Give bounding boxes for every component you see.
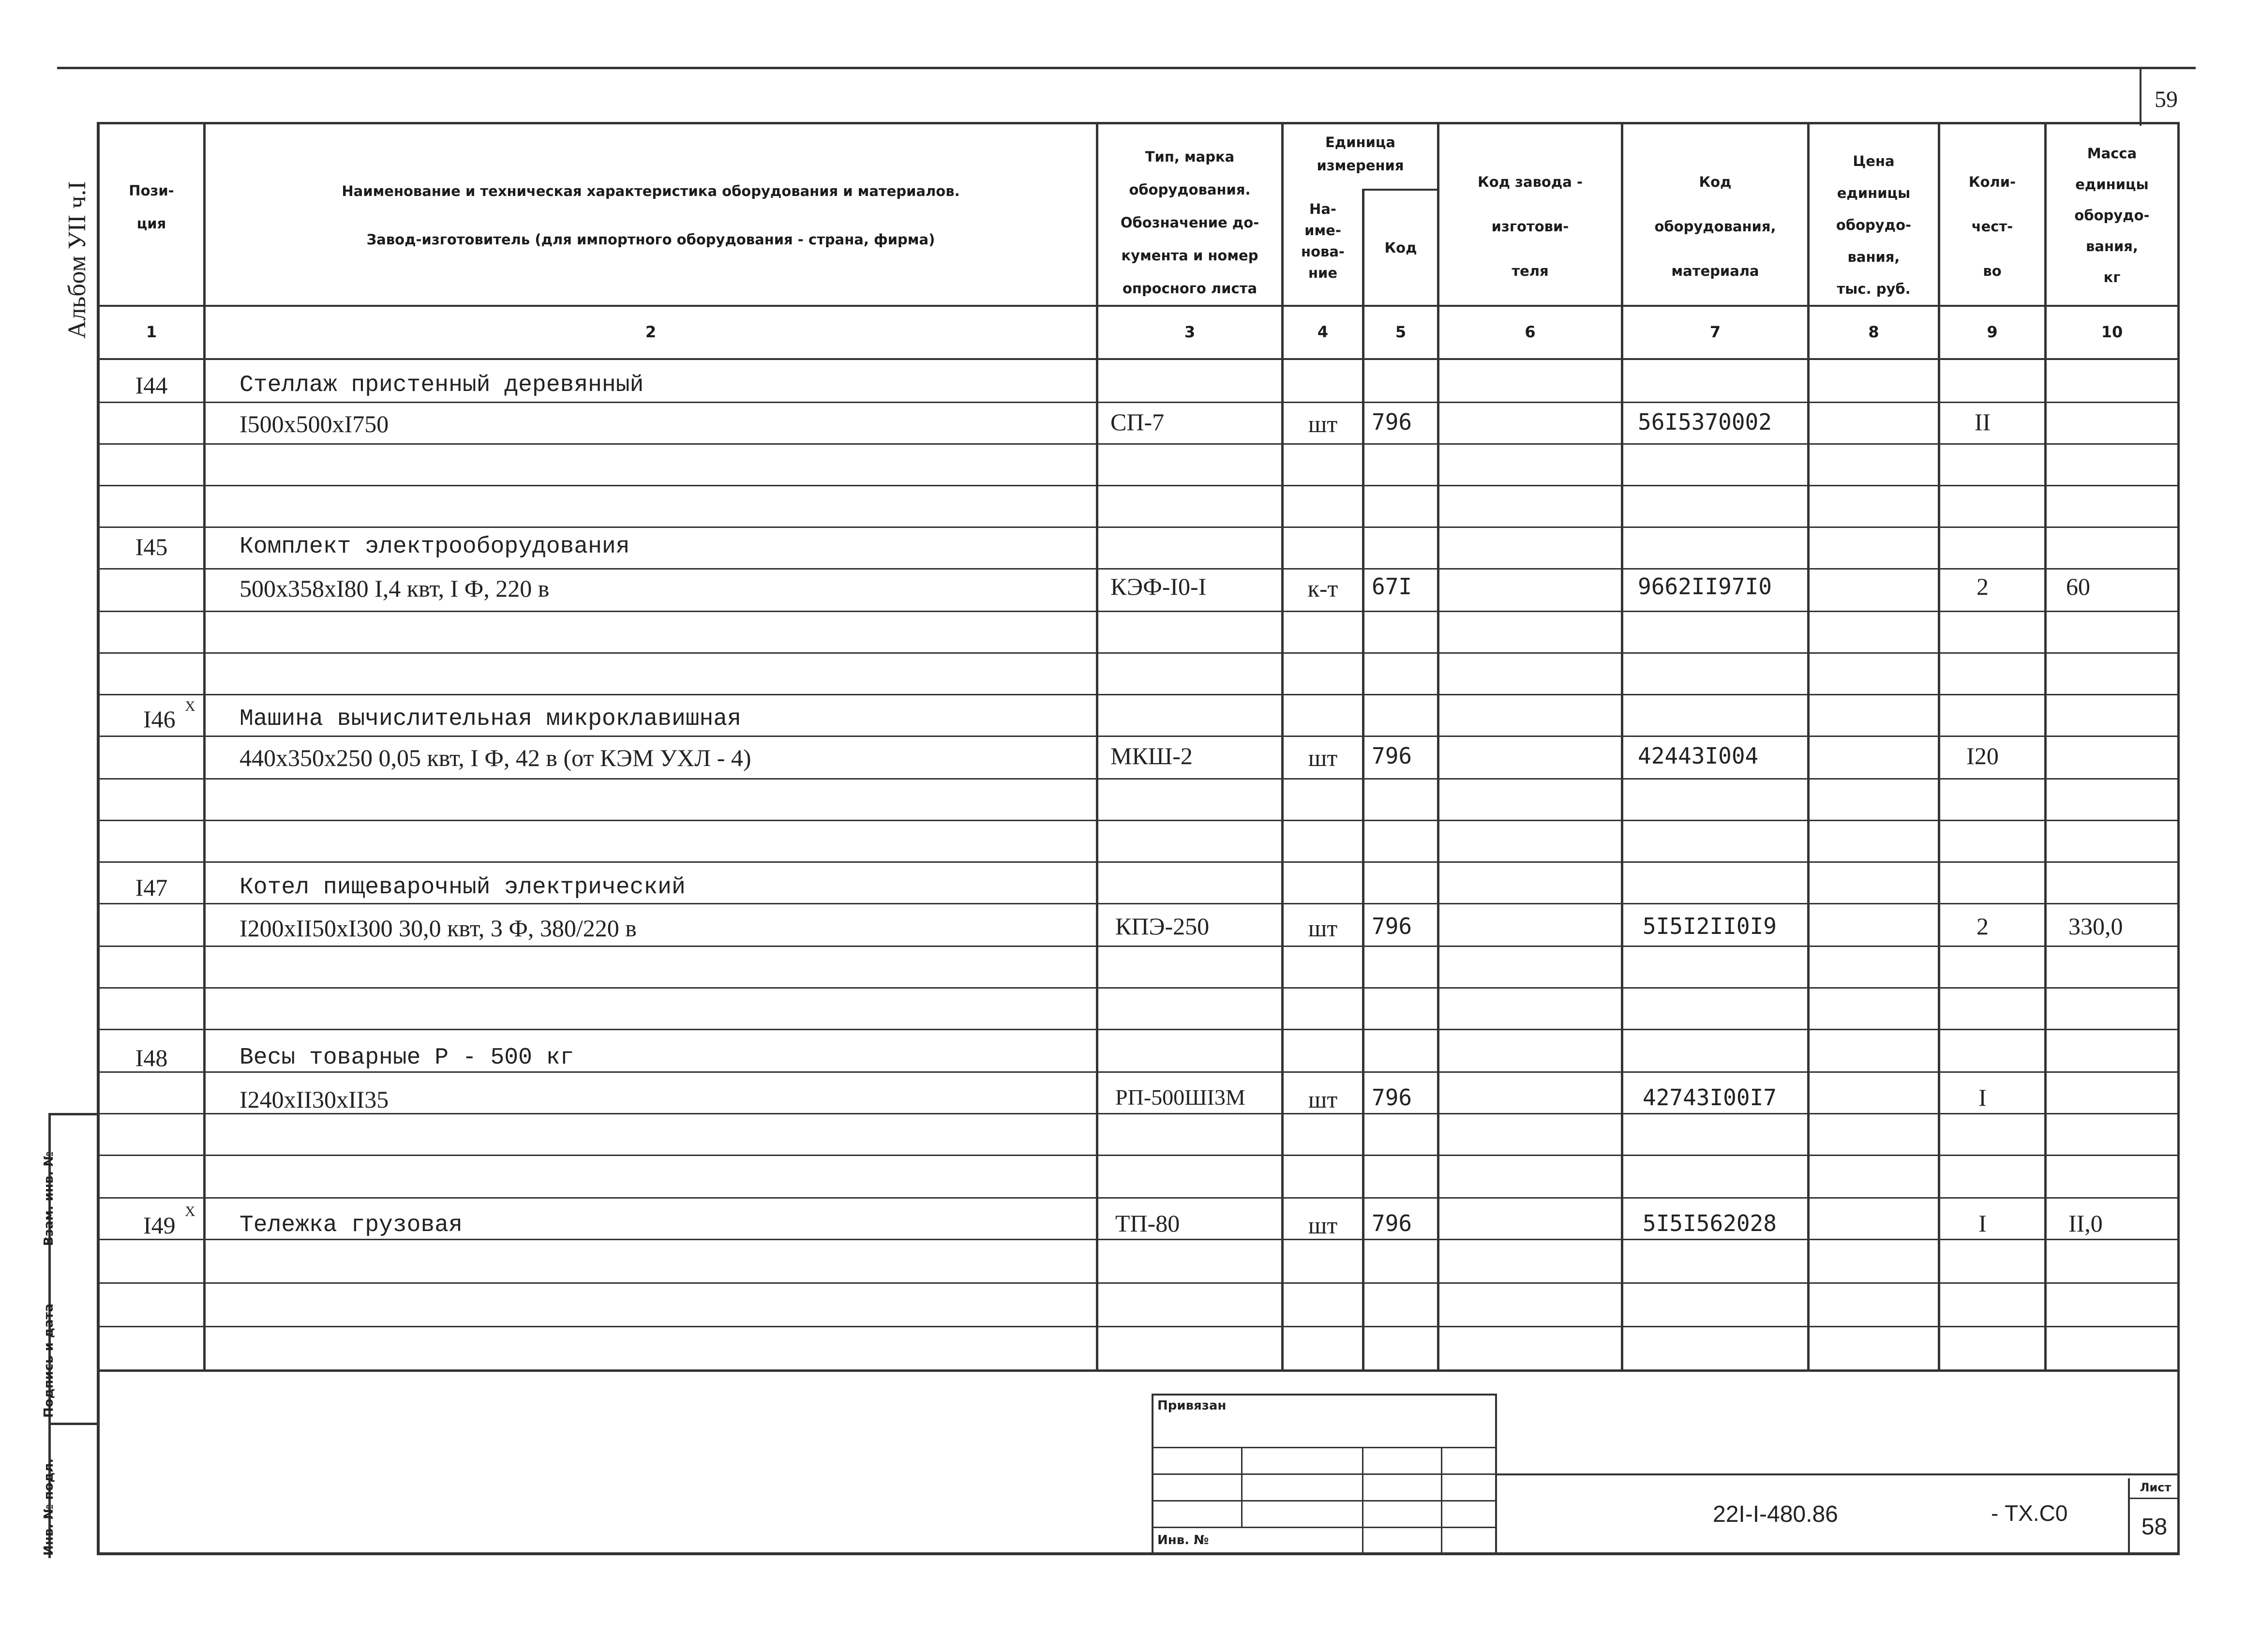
row-name: Тележка грузовая	[240, 1212, 463, 1238]
row-position: I44	[135, 372, 168, 399]
frame-right-line	[2177, 122, 2180, 1554]
column-number-5: 5	[1395, 323, 1407, 341]
sheet-box-divider	[2128, 1498, 2177, 1499]
row-mass: 330,0	[2068, 913, 2123, 940]
top-border-line	[57, 67, 2196, 69]
unit-group-divider	[1362, 189, 1437, 191]
column-number-4: 4	[1317, 323, 1329, 341]
row-equipment-code: 9662II97I0	[1638, 573, 1772, 600]
row-quantity: I	[1978, 1084, 1987, 1111]
row-type: КЭФ-I0-I	[1110, 573, 1207, 600]
row-line	[97, 736, 2177, 737]
row-name: Котел пищеварочный электрический	[240, 874, 686, 901]
row-unit: шт	[1308, 1086, 1338, 1113]
page-number-frame-left	[2140, 68, 2141, 126]
row-position: I47	[135, 874, 168, 901]
row-unit-code: 796	[1372, 743, 1412, 769]
row-line	[97, 1155, 2177, 1156]
column-number-line	[97, 358, 2177, 360]
stamp-inv-label: Инв. №	[1157, 1533, 1209, 1547]
row-line	[97, 526, 2177, 528]
row-line	[97, 402, 2177, 403]
row-line	[97, 485, 2177, 486]
row-spec: 500х358хI80 I,4 квт, I Ф, 220 в	[240, 575, 550, 602]
row-unit-code: 796	[1372, 1210, 1412, 1236]
col-sep-9	[2044, 122, 2047, 1370]
row-line	[97, 611, 2177, 612]
sidebar-divider	[48, 1423, 97, 1425]
header-col-1: Пози- ция	[129, 182, 174, 232]
stamp-row-line	[1152, 1473, 1495, 1475]
stamp-col-line	[1362, 1447, 1363, 1553]
sheet-label: Лист	[2140, 1481, 2171, 1494]
row-line	[97, 568, 2177, 570]
row-line	[97, 778, 2177, 780]
row-unit-code: 796	[1372, 409, 1412, 435]
row-line	[97, 694, 2177, 695]
row-spec: I240хII30хII35	[240, 1086, 389, 1113]
header-unit-group: Единица измерения	[1317, 134, 1404, 174]
row-quantity: I20	[1966, 742, 1999, 769]
designation-top-line	[1497, 1473, 2177, 1475]
row-name: Комплект электрооборудования	[240, 534, 630, 560]
row-line	[97, 1029, 2177, 1030]
sidebar-line-top	[48, 1113, 97, 1115]
row-line	[97, 443, 2177, 445]
row-unit-code: 67I	[1372, 573, 1412, 600]
sidebar-label-replace-inv: Взам. инв. №	[42, 1151, 56, 1246]
row-line	[97, 1113, 2177, 1114]
row-type: КПЭ-250	[1115, 913, 1210, 940]
row-position: I46	[143, 706, 176, 733]
row-position: I48	[135, 1044, 168, 1071]
row-line	[97, 1326, 2177, 1327]
stamp-col-line	[1441, 1447, 1442, 1553]
row-quantity: I	[1978, 1210, 1987, 1237]
row-position: I45	[135, 533, 168, 560]
stamp-top-line	[1152, 1394, 1495, 1396]
row-equipment-code: 5I5I2II0I9	[1643, 913, 1777, 939]
row-line	[97, 861, 2177, 863]
row-type: СП-7	[1110, 408, 1165, 436]
row-quantity: 2	[1976, 573, 1989, 600]
stamp-row-line	[1152, 1500, 1495, 1502]
sheet-number: 58	[2141, 1514, 2168, 1540]
stamp-bound-label: Привязан	[1157, 1398, 1227, 1413]
row-unit: к-т	[1307, 575, 1338, 602]
row-marker: Х	[185, 698, 195, 714]
row-type: МКШ-2	[1110, 742, 1193, 769]
header-col-9: Коли- чест- во	[1968, 174, 2016, 279]
row-equipment-code: 56I5370002	[1638, 409, 1772, 435]
row-line	[97, 903, 2177, 904]
col-sep-4	[1362, 189, 1364, 1370]
column-number-3: 3	[1184, 323, 1196, 341]
table-bottom-line	[97, 1369, 2177, 1372]
row-unit-code: 796	[1372, 913, 1412, 939]
sidebar-label-inv-original: Инв. № подл.	[42, 1458, 56, 1556]
col-sep-7	[1807, 122, 1810, 1370]
row-name: Машина вычислительная микроклавишная	[240, 706, 741, 732]
col-sep-5	[1437, 122, 1439, 1370]
column-number-1: 1	[146, 323, 157, 341]
column-number-2: 2	[645, 323, 657, 341]
column-number-6: 6	[1525, 323, 1536, 341]
header-col-3: Тип, марка оборудования. Обозначение до- кумента и номер опросного листа	[1120, 149, 1259, 297]
header-col-10: Масса единицы оборудо- вания, кг	[2074, 145, 2150, 285]
header-col-2: Наименование и техническая характеристика оборудования и материалов. Завод-изготовитель (для импортного оборудования - страна, фирма)	[342, 183, 960, 248]
row-equipment-code: 5I5I562028	[1643, 1210, 1777, 1236]
row-unit: шт	[1308, 1212, 1338, 1239]
stamp-row-line	[1152, 1527, 1495, 1528]
row-marker: Х	[185, 1203, 195, 1219]
row-mass: II,0	[2068, 1210, 2103, 1237]
row-unit-code: 796	[1372, 1084, 1412, 1111]
page-number: 59	[2155, 87, 2178, 112]
header-col-8: Цена единицы оборудо- вания, тыс. руб.	[1836, 153, 1912, 297]
row-line	[97, 820, 2177, 821]
row-line	[97, 1197, 2177, 1199]
row-name: Стеллаж пристенный деревянный	[240, 372, 644, 398]
row-name: Весы товарные Р - 500 кг	[240, 1045, 574, 1071]
sidebar-label-signature-date: Подпись и дата	[42, 1303, 56, 1418]
column-number-7: 7	[1709, 323, 1721, 341]
column-number-9: 9	[1987, 323, 1998, 341]
stamp-row-line	[1152, 1447, 1495, 1448]
row-quantity: 2	[1976, 913, 1989, 940]
row-spec: I200хII50хI300 30,0 квт, 3 Ф, 380/220 в	[240, 915, 637, 942]
col-sep-6	[1621, 122, 1623, 1370]
col-sep-1	[203, 122, 206, 1370]
table-top-line	[97, 122, 2177, 124]
row-line	[97, 946, 2177, 947]
header-col-6: Код завода - изготови- теля	[1478, 174, 1583, 279]
stamp-col-line	[1241, 1447, 1243, 1527]
row-type: ТП-80	[1115, 1210, 1180, 1237]
row-line	[97, 987, 2177, 989]
row-quantity: II	[1974, 408, 1991, 436]
row-line	[97, 652, 2177, 654]
sheet-box-left	[2128, 1478, 2130, 1553]
document-suffix: - ТХ.С0	[1991, 1501, 2068, 1526]
row-unit: шт	[1308, 744, 1338, 771]
row-unit: шт	[1308, 410, 1338, 437]
frame-bottom-line	[97, 1552, 2180, 1555]
row-equipment-code: 42443I004	[1638, 743, 1759, 769]
column-number-8: 8	[1868, 323, 1879, 341]
row-equipment-code: 42743I00I7	[1643, 1084, 1777, 1111]
row-unit: шт	[1308, 915, 1338, 942]
row-line	[97, 1282, 2177, 1284]
row-spec: 440х350х250 0,05 квт, I Ф, 42 в (от КЭМ УХЛ - 4)	[240, 744, 751, 771]
row-mass: 60	[2066, 573, 2090, 600]
header-col-5: Код	[1384, 240, 1417, 256]
row-type: РП-500ШI3М	[1115, 1085, 1245, 1110]
album-label: Альбом УII ч.I	[63, 181, 91, 339]
row-spec: I500х500хI750	[240, 410, 389, 437]
header-col-7: Код оборудования, материала	[1654, 174, 1776, 279]
header-col-4: На- име- нова- ние	[1301, 201, 1345, 281]
header-bottom-line	[97, 305, 2177, 307]
row-position: I49	[143, 1212, 176, 1239]
document-designation: 22I-I-480.86	[1713, 1502, 1838, 1527]
column-number-10: 10	[2101, 323, 2123, 341]
col-sep-2	[1096, 122, 1098, 1370]
